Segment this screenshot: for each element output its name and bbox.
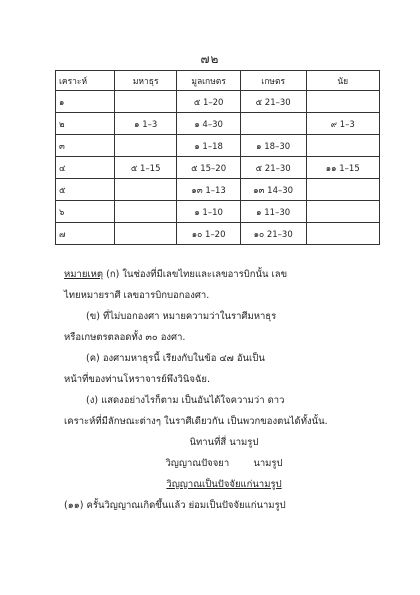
table-cell: ๕ 15–20 [177, 157, 240, 179]
table-cell: ๑ [56, 91, 115, 113]
header-mulakaset: มูลเกษตร [177, 71, 240, 91]
sign-line-1: นิทานที่สี่ นามรูป [189, 437, 259, 448]
page-number: ๗๒ [200, 52, 220, 66]
table-row [56, 135, 380, 157]
table-cell [306, 223, 379, 245]
planet-dignity-table [55, 70, 380, 245]
note-c-tag: (ค) [86, 353, 100, 364]
table-row [56, 223, 380, 245]
note-d-line1 [64, 390, 384, 411]
note-c-text: องศามหาธุรนี้ เรียงกับในข้อ ๔๗ อันเป็น [102, 353, 265, 364]
table-cell [240, 113, 306, 135]
note-a-tag: (ก) [106, 269, 120, 280]
table-cell [306, 91, 379, 113]
table-cell: ๑๐ 1–20 [177, 223, 240, 245]
table-cell: ๑๐ 21–30 [240, 223, 306, 245]
table-cell: ๓ [56, 135, 115, 157]
note-d-tag: (ง) [86, 395, 99, 406]
sign-line-2: วิญญาณปัจจยา นามรูป [165, 458, 283, 469]
table-cell [306, 179, 379, 201]
note-a-line1 [64, 264, 384, 285]
table-cell: ๗ [56, 223, 115, 245]
note-d-line2: เคราะห์ที่มีลักษณะต่างๆ ในราศีเดียวกัน เป็นพวกของตนได้ทั้งนั้น. [64, 416, 328, 427]
table-cell: ๑ 1–3 [114, 113, 177, 135]
note-c-line1 [64, 348, 384, 369]
table-cell: ๑ 1–10 [177, 201, 240, 223]
table-cell: ๕ [56, 179, 115, 201]
table-cell [306, 135, 379, 157]
table-cell [114, 91, 177, 113]
table-cell: ๑ 18–30 [240, 135, 306, 157]
notes-heading: หมายเหตุ [64, 269, 104, 280]
notes-block [64, 264, 384, 516]
header-kaset: เกษตร [240, 71, 306, 91]
table-row [56, 201, 380, 223]
table-cell [114, 201, 177, 223]
table-header-row [56, 71, 380, 91]
header-mahathura: มหาธุร [114, 71, 177, 91]
table-cell [114, 135, 177, 157]
table-cell: ๕ 21–30 [240, 91, 306, 113]
table-cell: ๒ [56, 113, 115, 135]
header-planet: เคราะห์ [56, 71, 115, 91]
table-cell: ๑๓ 1–13 [177, 179, 240, 201]
table-cell: ๑ 11–30 [240, 201, 306, 223]
table-cell: ๑ 1–18 [177, 135, 240, 157]
table-cell: ๑ 4–30 [177, 113, 240, 135]
table-row [56, 91, 380, 113]
table-cell: ๑๑ 1–15 [306, 157, 379, 179]
note-b-text: ที่ไม่บอกองศา หมายความว่าในราศีมหาธุร [102, 311, 277, 322]
table-row [56, 157, 380, 179]
note-c-line2: หน้าที่ของท่านโหราจารย์พึงวินิจฉัย. [64, 374, 211, 385]
header-nai: นัย [306, 71, 379, 91]
note-a-line2: ไทยหมายราศี เลขอารบิกบอกองศา. [64, 290, 210, 301]
note-d-text: แสดงอย่างไรก็ตาม เป็นอันได้ใจความว่า ดาว [101, 395, 285, 406]
note-b-line2: หรือเกษตรตลอดทั้ง ๓๐ องศา. [64, 332, 186, 343]
note-b-line1 [64, 306, 384, 327]
table-cell [114, 179, 177, 201]
table-cell [114, 223, 177, 245]
table-row [56, 113, 380, 135]
last-line: (๑๑) ครั้นวิญญาณเกิดขึ้นแล้ว ย่อมเป็นปัจจัยแก่นามรูป [64, 500, 286, 511]
table-cell [306, 201, 379, 223]
section-title: วิญญาณเป็นปัจจัยแก่นามรูป [166, 479, 282, 490]
table-cell: ๕ 1–20 [177, 91, 240, 113]
table-cell: ๑๓ 14–30 [240, 179, 306, 201]
note-a-text: ในช่องที่มีเลขไทยและเลขอารบิกนั้น เลข [122, 269, 288, 280]
note-b-tag: (ข) [86, 311, 100, 322]
table-cell: ๕ 21–30 [240, 157, 306, 179]
table-cell: ๕ 1–15 [114, 157, 177, 179]
table-cell: ๙ 1–3 [306, 113, 379, 135]
table-cell: ๖ [56, 201, 115, 223]
table-row [56, 179, 380, 201]
table-cell: ๔ [56, 157, 115, 179]
